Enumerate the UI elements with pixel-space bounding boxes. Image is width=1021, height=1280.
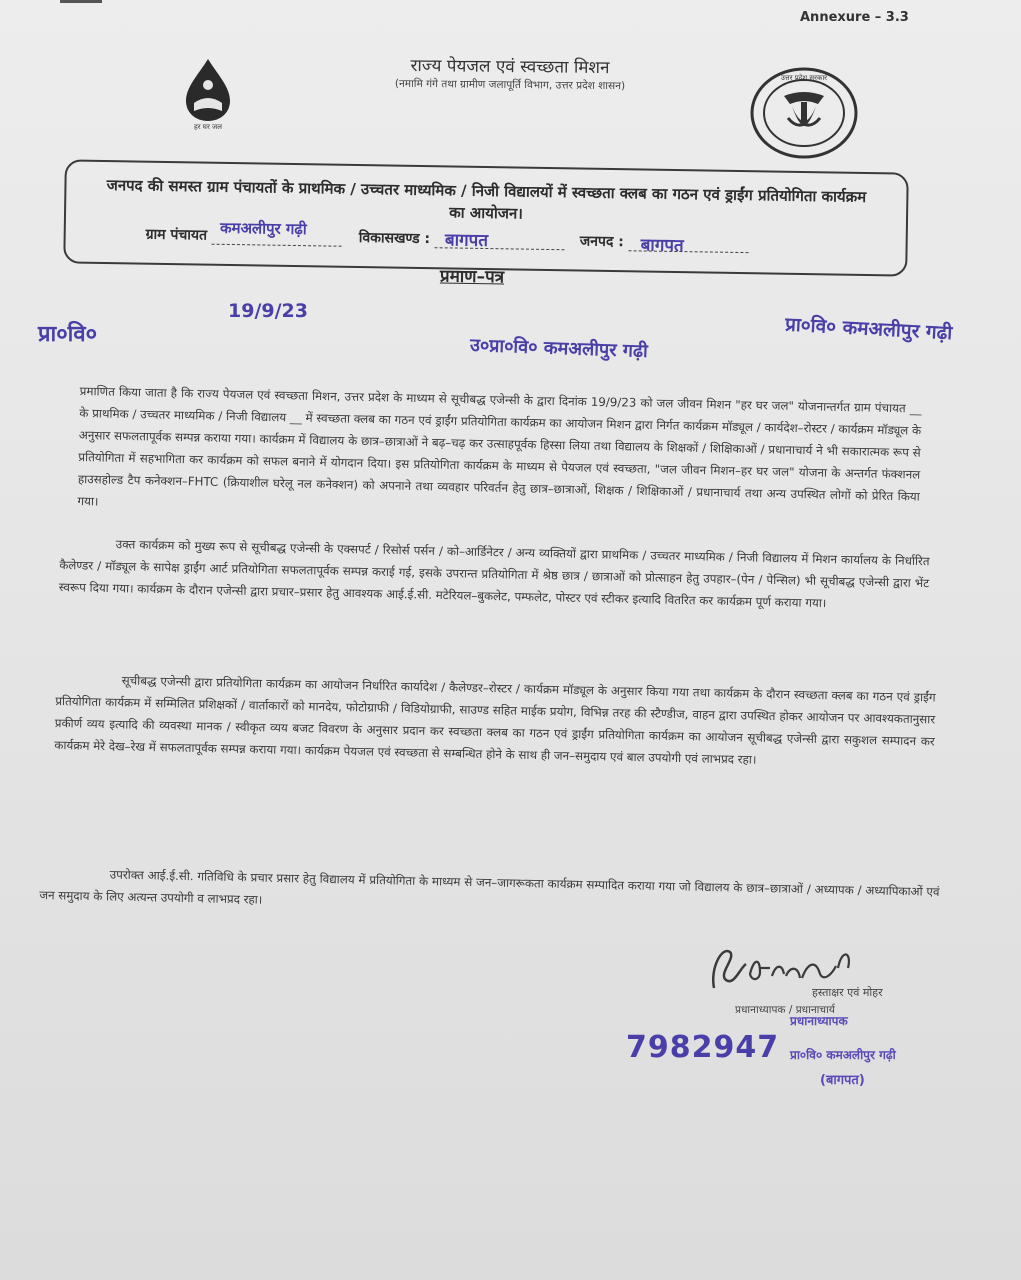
block-field — [435, 230, 565, 252]
gram-panchayat-field — [212, 218, 342, 247]
logo-right-caption: उत्तर प्रदेश सरकार — [780, 74, 828, 82]
program-heading: जनपद की समस्त ग्राम पंचायतों के प्राथमिक / उच्चतर माध्यमिक / निजी विद्यालयों में स्वच्छता क्लब का गठन एवं ड्राईंग प्रतियोगिता कार्यक्रम का आयोजन। — [106, 176, 867, 223]
top-edge-mark — [60, 0, 102, 3]
district-value: बागपत — [640, 235, 684, 257]
handwritten-date: 19/9/23 — [228, 300, 308, 322]
paragraph-4: उपरोक्त आई.ई.सी. गतिविधि के प्रचार प्रसार हेतु विद्यालय में प्रतियोगिता के माध्यम से जन–जागरूकता कार्यक्रम सम्पादित कराया गया जो विद्यालय के छात्र–छात्राओं / अध्यापक / अध्यापिकाओं एवं जन समुदाय के लिए अत्यन्त उपयोगी व लाभप्रद रहा। — [39, 867, 940, 907]
label-sign-seal: हस्ताक्षर एवं मोहर — [812, 986, 883, 999]
stamp-line-1: प्रधानाध्यापक — [790, 1014, 848, 1028]
block-value: बागपत — [444, 230, 489, 252]
handwritten-school-code: प्रा०वि० — [38, 322, 98, 347]
mission-logo — [168, 55, 248, 145]
water-drop-icon — [168, 55, 248, 145]
up-govt-emblem — [748, 66, 860, 160]
label-role: प्रधानाध्यापक / प्रधानाचार्य — [735, 1004, 835, 1016]
gram-panchayat-label: ग्राम पंचायत — [145, 226, 208, 244]
handwritten-right-note: प्रा०वि० कमअलीपुर गढ़ी — [784, 313, 953, 345]
stamp-line-2: प्रा०वि० कमअलीपुर गढ़ी — [790, 1048, 896, 1062]
paragraph-1: प्रमाणित किया जाता है कि राज्य पेयजल एवं स्वच्छता मिशन, उत्तर प्रदेश के माध्यम से सूचीबद्ध एजेन्सी के द्वारा दिनांक 19/9/23 को जल जीवन मिशन "हर घर जल" योजनान्तर्गत ग्राम पंचायत __ के प्राथमिक / उच्चतर माध्यमिक / निजी विद्यालय __ में स्वच्छता क्लब का गठन एवं ड्राईंग प्रतियोगिता कार्यक्रम का आयोजन मिशन द्वारा निर्गत कार्यक्रम मॉड्यूल / कार्यदेश–रोस्टर / कार्यक्रम मॉड्यूल के अनुसार सफलतापूर्वक सम्पन्न कराया गया। कार्यक्रम में विद्यालय के छात्र–छात्राओं ने बढ़–चढ़ कर उत्साहपूर्वक हिस्सा लिया तथा विद्यालय के शिक्षकों / शिक्षिकाओं / प्रधानाचार्य ने भी सकारात्मक रूप से प्रतियोगिता में सहभागिता कर कार्यक्रम को सफल बनाने में योगदान दिया। इस प्रतियोगिता कार्यक्रम के माध्यम से पेयजल एवं स्वच्छता, "जल जीवन मिशन–हर घर जल" योजना के अन्तर्गत फंक्शनल हाउसहोल्ड टैप कनेक्शन–FHTC (क्रियाशील घरेलू नल कनेक्शन) को अपनाने तथा व्यवहार परिवर्तन हेतु छात्र–छात्राओं, शिक्षक / शिक्षिकाओं / प्रधानाचार्य तथा अन्य उपस्थित लोगों को प्रेरित किया गया। — [77, 383, 922, 509]
location-fields — [145, 218, 846, 257]
district-field — [629, 235, 749, 257]
district-label: जनपद : — [579, 233, 624, 251]
handwritten-school-name: उ०प्रा०वि० कमअलीपुर गढ़ी — [469, 334, 649, 363]
handwritten-phone: 7982947 — [626, 1030, 780, 1065]
paragraph-3: सूचीबद्ध एजेन्सी द्वारा प्रतियोगिता कार्यक्रम का आयोजन निर्धारित कार्यादेश / कैलेण्डर–रोस्टर / कार्यक्रम मॉड्यूल के अनुसार किया गया तथा कार्यक्रम के दौरान स्वच्छता क्लब का गठन एवं ड्राईंग प्रतियोगिता कार्यक्रम में सम्मिलित प्रशिक्षकों / वार्ताकारों को मानदेय, फोटोग्राफी / विडियोग्राफी, साउण्ड सहित माईक प्रयोग, विभिन्न तरह की स्टैण्डीज, वाहन द्वारा उपस्थित होकर आयोजन पर आवश्यकतानुसार प्रकीर्ण व्यय इत्यादि की व्यवस्था मानक / स्वीकृत व्यय बजट विवरण के अनुसार प्रदान कर स्वच्छता क्लब का गठन एवं ड्राईंग प्रतियोगिता कार्यक्रम का आयोजन सूचीबद्ध एजेन्सी द्वारा सकुशल सम्पादन कर कार्यक्रम मेरे देख–रेख में सफलतापूर्वक सम्पन्न कराया गया। कार्यक्रम पेयजल एवं स्वच्छता से सम्बन्धित होने के साथ ही जन–समुदाय एवं बाल उपयोगी एवं लाभप्रद रहा। — [54, 673, 936, 767]
heading-box — [63, 159, 909, 276]
org-title: राज्य पेयजल एवं स्वच्छता मिशन — [410, 55, 610, 79]
org-subtitle: (नमामि गंगे तथा ग्रामीण जलापूर्ति विभाग, उत्तर प्रदेश शासन) — [394, 77, 626, 93]
certificate-title: प्रमाण–पत्र — [439, 266, 505, 288]
paragraph-2: उक्त कार्यक्रम को मुख्य रूप से सूचीबद्ध एजेन्सी के एक्सपर्ट / रिसोर्स पर्सन / को–आर्डिनेटर / अन्य व्यक्तियों द्वारा प्राथमिक / उच्चतर माध्यमिक / निजी विद्यालय में मिशन कार्यालय के निर्धारित कैलेण्डर / मॉड्यूल के सापेक्ष ड्राईंग आर्ट प्रतियोगिता सफलतापूर्वक सम्पन्न कराई गई, इसके उपरान्त प्रतियोगिता में श्रेष्ठ छात्र / छात्राओं को प्रोत्साहन हेतु उपहार–(पेन / पेन्सिल) भी सूचीबद्ध एजेन्सी द्वारा भेंट स्वरूप दिया गया। कार्यक्रम के दौरान एजेन्सी द्वारा प्रचार–प्रसार हेतु आवश्यक आई.ई.सी. मटेरियल–बुकलेट, पम्फलेट, पोस्टर एवं स्टीकर इत्यादि वितरित कर कार्यक्रम पूर्ण कराया गया। — [58, 537, 930, 611]
signed-name — [740, 942, 813, 963]
block-label: विकासखण्ड : — [358, 230, 431, 248]
gram-panchayat-value: कमअलीपुर गढ़ी — [219, 218, 307, 239]
stamp-line-3: (बागपत) — [820, 1073, 865, 1088]
logo-left-caption: हर घर जल — [194, 123, 222, 131]
annexure-label: Annexure – 3.3 — [800, 10, 909, 25]
